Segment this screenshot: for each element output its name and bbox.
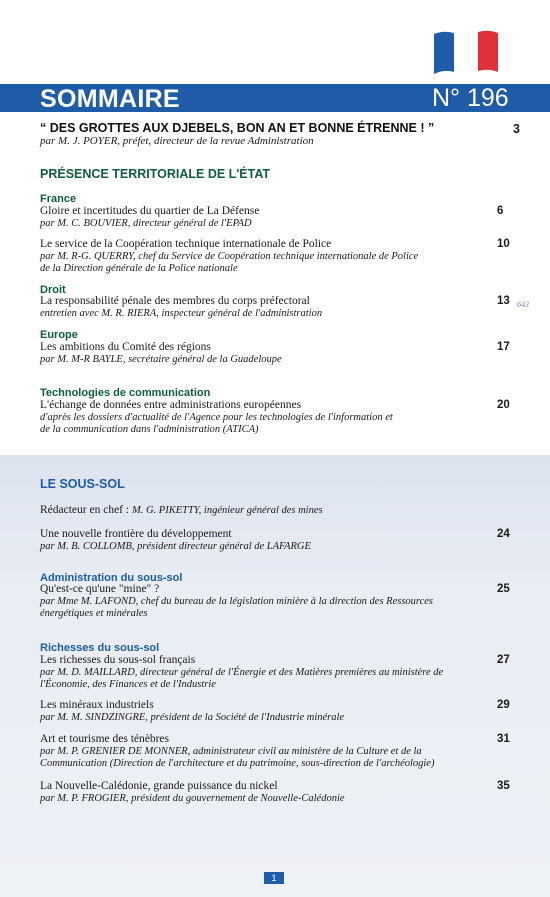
toc-entry[interactable]: Qu'est-ce qu'une "mine" ? par Mme M. LAFOND, chef du bureau de la législation minière à la direction des Ressources énergétiques et minérales 25 [40, 583, 510, 619]
margin-note: 643 [517, 300, 529, 309]
toc-entry[interactable]: L'échange de données entre administrations européennes d'après les dossiers d'actualité de l'Agence pour les technologies de l'information et de la communication dans l'administration (ATICA) 20 [40, 399, 510, 435]
toc-entry[interactable]: La responsabilité pénale des membres du corps préfectoral entretien avec M. R. RIERA, inspecteur général de l'administration 13 [40, 295, 510, 319]
section-title-presence: PRÉSENCE TERRITORIALE DE L'ÉTAT [40, 167, 271, 181]
toc-entry[interactable]: Les ambitions du Comité des régions par M. M-R BAYLE, secrétaire général de la Guadeloupe 17 [40, 341, 510, 365]
section-title-sous-sol: LE SOUS-SOL [40, 477, 125, 491]
redacteur: Rédacteur en chef : M. G. PIKETTY, ingénieur général des mines [40, 504, 323, 516]
subsection-france: France [40, 193, 77, 205]
toc-entry[interactable]: Une nouvelle frontière du développement par M. B. COLLOMB, président directeur général de LAFARGE 24 [40, 528, 510, 552]
issue-number: N° 196 [432, 84, 509, 112]
toc-entry[interactable]: Les minéraux industriels par M. M. SINDZINGRE, président de la Société de l'Industrie minérale 29 [40, 699, 510, 723]
intro-page: 3 [513, 122, 520, 136]
intro-author: par M. J. POYER, préfet, directeur de la revue Administration [40, 135, 314, 147]
toc-entry[interactable]: Le service de la Coopération technique internationale de Police par M. R-G. QUERRY, chef du Service de Coopération technique internationale de Police de la Direction générale de la Police nationale 10 [40, 238, 510, 274]
toc-entry[interactable]: La Nouvelle-Calédonie, grande puissance du nickel par M. P. FROGIER, président du gouvernement de Nouvelle-Calédonie 35 [40, 780, 510, 804]
subsection-droit: Droit [40, 284, 66, 296]
french-flag-icon [430, 28, 502, 78]
subsection-richesses: Richesses du sous-sol [40, 642, 160, 654]
page-number: 1 [264, 872, 284, 884]
page-title: SOMMAIRE [40, 85, 180, 113]
header-bar [0, 84, 550, 112]
subsection-technologies: Technologies de communication [40, 387, 211, 399]
intro-title: “ DES GROTTES AUX DJEBELS, BON AN ET BONNE ÉTRENNE ! ” [40, 121, 435, 135]
subsection-administration: Administration du sous-sol [40, 572, 183, 584]
toc-entry[interactable]: Art et tourisme des ténèbres par M. P. GRENIER DE MONNER, administrateur civil au ministère de la Culture et de la Communication (Direction de l'architecture et du patrimoine, sous-direction de l'archéologie) 31 [40, 733, 510, 769]
subsection-europe: Europe [40, 329, 78, 341]
toc-entry[interactable]: Gloire et incertitudes du quartier de La Défense par M. C. BOUVIER, directeur général de l'EPAD 6 [40, 205, 504, 229]
intro-entry[interactable] [40, 121, 520, 147]
toc-entry[interactable]: Les richesses du sous-sol français par M. D. MAILLARD, directeur général de l'Énergie et des Matières premières au ministère de l'Économie, des Finances et de l'Industrie 27 [40, 654, 510, 690]
